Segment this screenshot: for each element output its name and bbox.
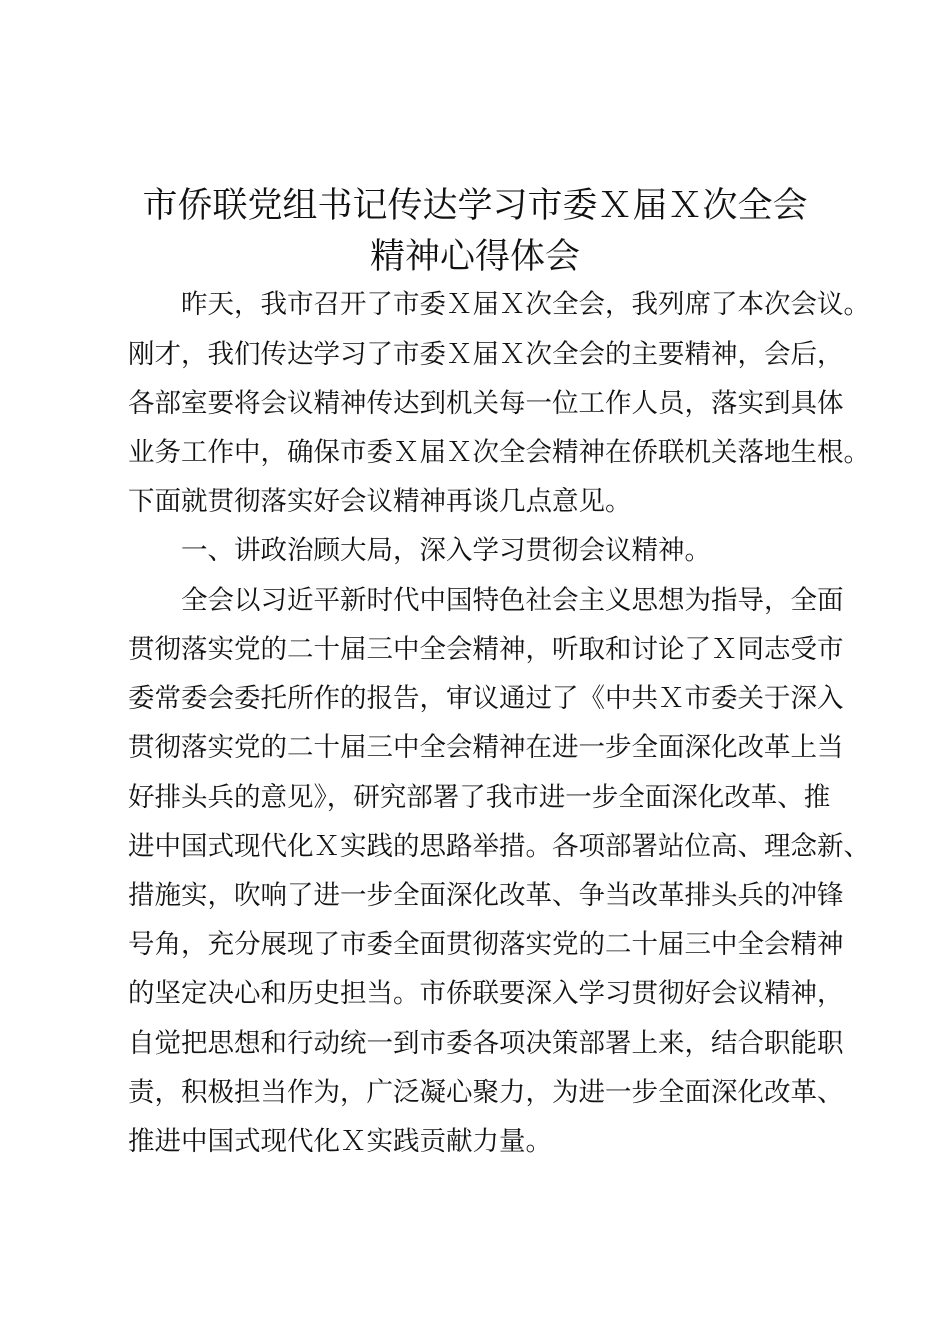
body-line-11: 好排头兵的意见》，研究部署了我市进一步全面深化改革、推 <box>128 782 831 813</box>
body-line-3: 各部室要将会议精神传达到机关每一位工作人员，落实到具体 <box>128 388 844 419</box>
body-line-9: 委常委会委托所作的报告，审议通过了《中共Ｘ市委关于深入 <box>128 683 844 714</box>
body-line-8: 贯彻落实党的二十届三中全会精神，听取和讨论了Ｘ同志受市 <box>128 634 844 665</box>
body-line-14: 号角，充分展现了市委全面贯彻落实党的二十届三中全会精神 <box>128 929 844 960</box>
body-line-1: 昨天，我市召开了市委Ｘ届Ｘ次全会，我列席了本次会议。 <box>128 289 870 320</box>
body-line-10: 贯彻落实党的二十届三中全会精神在进一步全面深化改革上当 <box>128 732 844 763</box>
body-line-15: 的坚定决心和历史担当。市侨联要深入学习贯彻好会议精神， <box>128 978 844 1009</box>
body-line-13: 措施实，吹响了进一步全面深化改革、争当改革排头兵的冲锋 <box>128 880 844 911</box>
document-title-line-2: 精神心得体会 <box>369 237 580 277</box>
body-line-18: 推进中国式现代化Ｘ实践贡献力量。 <box>128 1126 552 1157</box>
body-line-7: 全会以习近平新时代中国特色社会主义思想为指导，全面 <box>128 585 844 616</box>
body-line-12: 进中国式现代化Ｘ实践的思路举措。各项部署站位高、理念新、 <box>128 831 870 862</box>
body-line-16: 自觉把思想和行动统一到市委各项决策部署上来，结合职能职 <box>128 1028 844 1059</box>
section-heading-1: 一、讲政治顾大局，深入学习贯彻会议精神。 <box>128 535 711 566</box>
body-line-2: 刚才，我们传达学习了市委Ｘ届Ｘ次全会的主要精神，会后， <box>128 339 844 370</box>
body-line-5: 下面就贯彻落实好会议精神再谈几点意见。 <box>128 486 632 517</box>
document-title-line-1: 市侨联党组书记传达学习市委Ｘ届Ｘ次全会 <box>142 186 808 226</box>
body-line-17: 责，积极担当作为，广泛凝心聚力，为进一步全面深化改革、 <box>128 1077 844 1108</box>
body-line-4: 业务工作中，确保市委Ｘ届Ｘ次全会精神在侨联机关落地生根。 <box>128 437 870 468</box>
